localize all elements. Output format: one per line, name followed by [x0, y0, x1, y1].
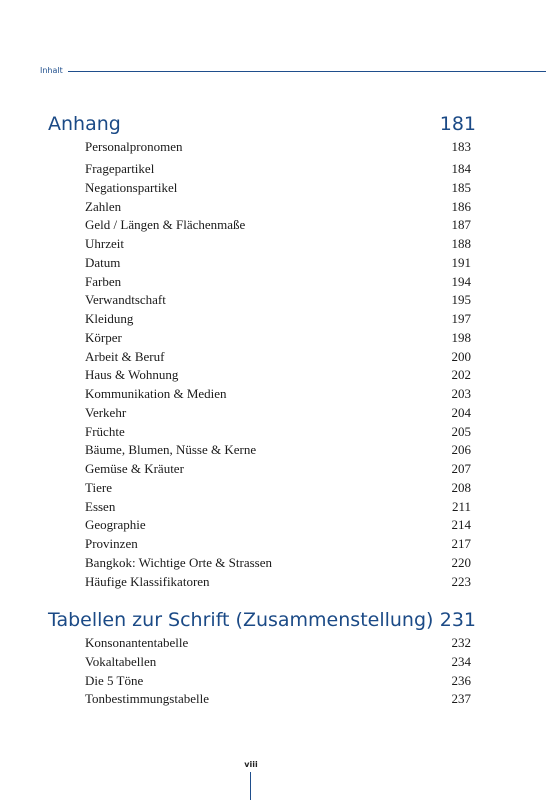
- toc-entry-label: Personalpronomen: [85, 139, 183, 154]
- toc-entry-page: 214: [451, 517, 471, 533]
- toc-entry[interactable]: [85, 161, 471, 180]
- toc-entry[interactable]: [85, 673, 471, 692]
- toc-entry-label: Tonbestimmungstabelle: [85, 691, 210, 707]
- toc-entry[interactable]: [85, 654, 471, 673]
- toc-entry-page: 187: [451, 217, 471, 233]
- toc-entry-label: Bäume, Blumen, Nüsse & Kerne: [85, 442, 257, 458]
- toc-entry-label: Uhrzeit: [85, 236, 124, 251]
- toc-entry[interactable]: [85, 180, 471, 199]
- toc-entry-page: 204: [451, 404, 471, 420]
- section-heading-anhang[interactable]: [48, 113, 476, 137]
- toc-entry-page: 220: [451, 554, 471, 570]
- section-heading-tabellen[interactable]: [48, 609, 476, 633]
- toc-entry-label: Verwandtschaft: [85, 292, 166, 308]
- toc-entry[interactable]: [85, 517, 471, 536]
- toc-entry-label: Zahlen: [85, 198, 122, 214]
- toc-entry[interactable]: [85, 499, 471, 518]
- toc-entry[interactable]: [85, 555, 471, 574]
- toc-entry-page: 203: [451, 386, 471, 401]
- toc-entry[interactable]: [85, 691, 471, 710]
- toc-entry-label: Kommunikation & Medien: [85, 386, 227, 401]
- toc-entry[interactable]: [85, 292, 471, 311]
- page-number: viii: [244, 760, 258, 769]
- toc-entry-page: 183: [451, 139, 471, 154]
- toc-entry-label: Fragepartikel: [85, 161, 155, 176]
- toc-entry-page: 185: [451, 179, 471, 195]
- toc-entry-page: 194: [451, 273, 471, 289]
- toc-entry-page: 184: [451, 161, 471, 176]
- toc-entry[interactable]: [85, 199, 471, 218]
- toc-entry[interactable]: [85, 424, 471, 443]
- toc-entry-page: 205: [451, 423, 471, 439]
- toc-entry-label: Konsonantentabelle: [85, 635, 189, 650]
- toc-entry-page: 236: [451, 672, 471, 688]
- toc-entry[interactable]: [85, 217, 471, 236]
- toc-entry-page: 202: [451, 367, 471, 383]
- toc-entry-label: Arbeit & Beruf: [85, 348, 165, 364]
- toc-entry-label: Verkehr: [85, 404, 127, 420]
- toc-entry[interactable]: [85, 461, 471, 480]
- section-page-number: 181: [439, 113, 476, 135]
- toc-entry-label: Vokaltabellen: [85, 653, 157, 669]
- toc-entry[interactable]: [85, 574, 471, 593]
- toc-entry-label: Negationspartikel: [85, 179, 178, 195]
- toc-entry-label: Kleidung: [85, 311, 134, 326]
- toc-entry[interactable]: [85, 330, 471, 349]
- toc-entry-label: Früchte: [85, 423, 125, 439]
- toc-entry-page: 208: [451, 479, 471, 495]
- toc-entry-label: Provinzen: [85, 536, 138, 551]
- toc-entry-label: Bangkok: Wichtige Orte & Strassen: [85, 554, 272, 570]
- toc-entry-page: 211: [451, 498, 471, 514]
- toc-entry-label: Körper: [85, 329, 122, 345]
- toc-entry[interactable]: [85, 274, 471, 293]
- section-page-number: 231: [439, 609, 476, 631]
- toc-list-anhang: [85, 139, 471, 592]
- toc-entry-label: Haus & Wohnung: [85, 367, 179, 383]
- toc-entry-label: Gemüse & Kräuter: [85, 461, 184, 476]
- toc-entry-label: Häufige Klassifikatoren: [85, 573, 210, 589]
- toc-entry-page: 188: [451, 236, 471, 251]
- toc-entry-label: Essen: [85, 498, 116, 514]
- toc-entry[interactable]: [85, 311, 471, 330]
- toc-entry[interactable]: [85, 536, 471, 555]
- toc-entry-page: 186: [451, 198, 471, 214]
- toc-entry[interactable]: [85, 405, 471, 424]
- toc-entry-page: 237: [451, 691, 471, 707]
- toc-entry[interactable]: [85, 442, 471, 461]
- toc-entry[interactable]: [85, 635, 471, 654]
- section-title: Tabellen zur Schrift (Zusammenstellung): [48, 609, 434, 631]
- toc-entry-label: Datum: [85, 254, 121, 270]
- toc-entry-page: 191: [451, 254, 471, 270]
- toc-entry-page: 234: [451, 653, 471, 669]
- running-header-label: Inhalt: [40, 66, 63, 75]
- toc-entry-page: 223: [451, 573, 471, 589]
- toc-entry-label: Geographie: [85, 517, 146, 533]
- toc-entry[interactable]: [85, 386, 471, 405]
- toc-entry-page: 217: [451, 536, 471, 551]
- toc-entry-page: 206: [451, 442, 471, 458]
- toc-entry[interactable]: [85, 349, 471, 368]
- footer-rule: [250, 772, 251, 800]
- toc-entry-label: Geld / Längen & Flächenmaße: [85, 217, 246, 233]
- toc-entry[interactable]: [85, 255, 471, 274]
- toc-entry[interactable]: [85, 139, 471, 161]
- toc-entry-label: Die 5 Töne: [85, 672, 144, 688]
- toc-entry-page: 198: [451, 329, 471, 345]
- section-title: Anhang: [48, 113, 121, 135]
- toc-entry[interactable]: [85, 236, 471, 255]
- toc-entry-page: 232: [451, 635, 471, 650]
- toc-entry[interactable]: [85, 480, 471, 499]
- header-rule: [68, 71, 546, 72]
- toc-list-tabellen: [85, 635, 471, 710]
- toc-entry-page: 197: [451, 311, 471, 326]
- toc-entry[interactable]: [85, 367, 471, 386]
- toc-entry-page: 195: [451, 292, 471, 308]
- toc-entry-page: 200: [451, 348, 471, 364]
- toc-entry-page: 207: [451, 461, 471, 476]
- toc-entry-label: Tiere: [85, 479, 112, 495]
- toc-entry-label: Farben: [85, 273, 122, 289]
